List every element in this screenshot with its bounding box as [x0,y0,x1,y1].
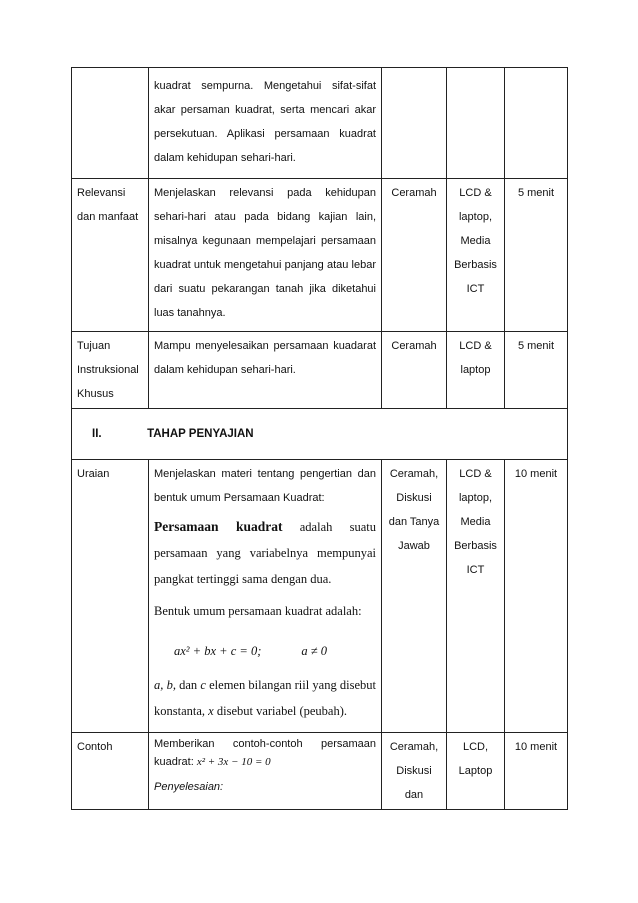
definition-text: adalah suatu persamaan yang variabelnya mempunyai pangkat tertinggi sama dengan dua. [154,520,376,586]
uraian-body [154,514,376,724]
table-row-contoh [72,733,568,810]
label-cell: Contoh [72,733,149,810]
table-row-continuation [72,68,568,179]
label-cell: Uraian [72,460,149,733]
contoh-formula: x² + 3x − 10 = 0 [196,756,271,768]
section-header-row [72,409,568,460]
general-formula [154,630,376,672]
definition-term: Persamaan kuadrat [154,519,283,534]
media-cell: LCD & laptop, Media Berbasis ICT [447,179,505,332]
table-row-uraian [72,460,568,733]
table-row-tujuan [72,332,568,409]
method-cell: Ceramah, Diskusi dan Tanya Jawab [382,460,447,733]
media-cell: LCD & laptop [447,332,505,409]
media-cell: LCD, Laptop [447,733,505,810]
time-cell: 10 menit [505,460,568,733]
label-cell: Tujuan Instruksional Khusus [72,332,149,409]
time-cell: 10 menit [505,733,568,810]
solution-label: Penyelesaian: [154,781,224,793]
time-cell [505,68,568,179]
section-header [72,409,568,460]
content-cell [149,733,382,810]
media-cell: LCD & laptop, Media Berbasis ICT [447,460,505,733]
method-cell: Ceramah [382,332,447,409]
uraian-intro: Menjelaskan materi tentang pengertian dan bentuk umum Persamaan Kuadrat: [154,468,376,504]
contoh-intro: Memberikan contoh-contoh persamaan kuadrat: x² + 3x − 10 = 0 [154,738,376,768]
content-cell: Menjelaskan relevansi pada kehidupan sehari-hari atau pada bidang kajian lain, misalnya kegunaan mempelajari persamaan kuadrat untuk mengetahui panjang atau lebar dari suatu pekarangan tanah jika diketahui luas tanahnya. [149,179,382,332]
table-row-relevansi [72,179,568,332]
label-cell [72,68,149,179]
label-cell: Relevansi dan manfaat [72,179,149,332]
content-cell: kuadrat sempurna. Mengetahui sifat-sifat akar persaman kuadrat, serta mencari akar persekutuan. Aplikasi persamaan kuadrat dalam kehidupan sehari-hari. [149,68,382,179]
elements-paragraph: a, b, dan c elemen bilangan riil yang disebut konstanta, x disebut variabel (peubah). [154,678,376,718]
definition-paragraph [154,514,376,592]
media-cell [447,68,505,179]
general-form-text: Bentuk umum persamaan kuadrat adalah: [154,604,362,618]
section-title: TAHAP PENYAJIAN [147,428,254,440]
method-cell: Ceramah, Diskusi dan [382,733,447,810]
time-cell: 5 menit [505,179,568,332]
content-cell [149,460,382,733]
lesson-plan-table [71,67,568,810]
content-cell: Mampu menyelesaikan persamaan kuadarat dalam kehidupan sehari-hari. [149,332,382,409]
time-cell: 5 menit [505,332,568,409]
formula-main: ax² + bx + c = 0; [174,644,262,658]
method-cell [382,68,447,179]
method-cell: Ceramah [382,179,447,332]
formula-condition: a ≠ 0 [301,644,327,658]
section-number: II. [92,428,102,440]
